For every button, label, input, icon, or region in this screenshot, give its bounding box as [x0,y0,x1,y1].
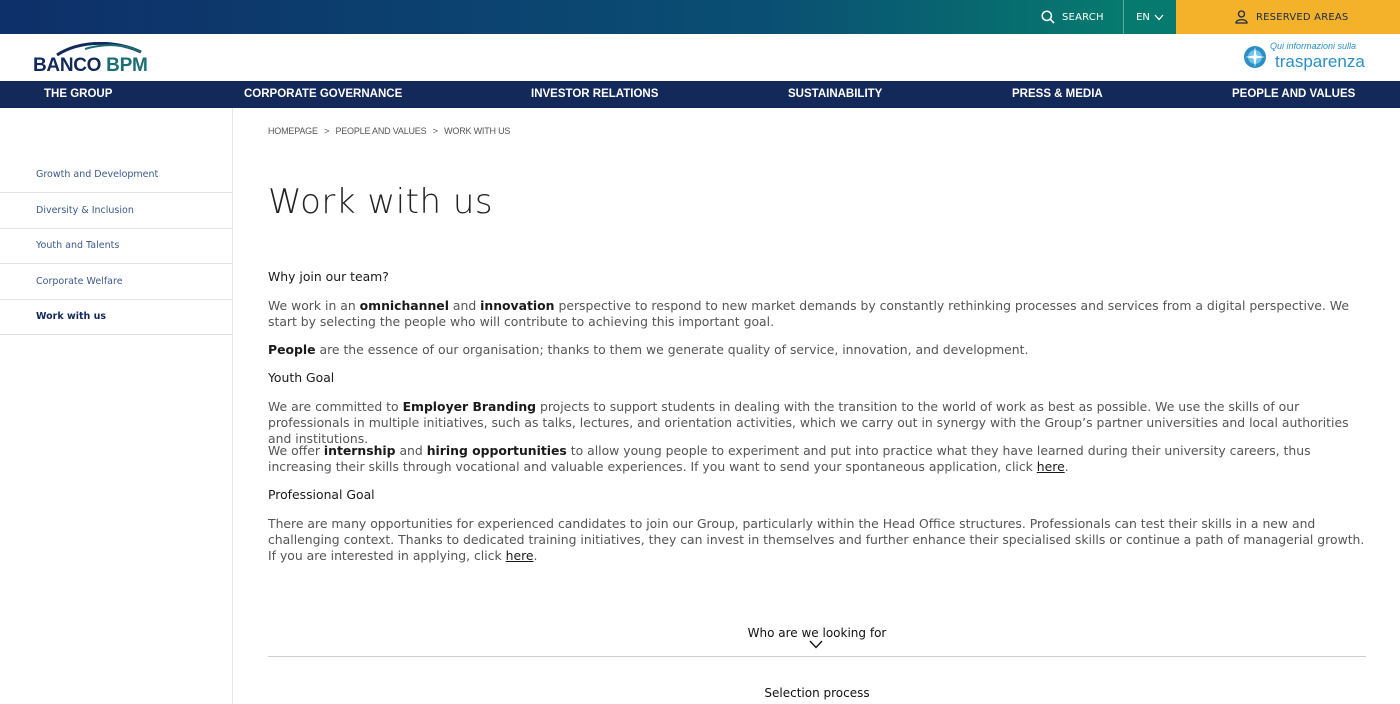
logo-swoosh-icon [55,42,143,56]
search-icon [1041,10,1055,24]
emphasis: Employer Branding [402,399,537,414]
logo-text [33,55,147,77]
text: and [395,443,427,458]
breadcrumb [268,126,514,136]
transparency-big-text: trasparenza [1275,52,1365,71]
logo-row [0,34,1400,81]
emphasis: innovation [480,298,555,313]
sidebar-item-welfare[interactable]: Corporate Welfare [0,264,233,300]
sidebar-item-work-with-us[interactable]: Work with us [0,299,233,335]
nav-corporate-governance[interactable]: CORPORATE GOVERNANCE [244,88,403,100]
accordion-selection-process[interactable]: Selection process [764,686,870,700]
text: . [1064,459,1069,474]
sidebar-item-diversity[interactable]: Diversity & Inclusion [0,193,233,229]
search-label: SEARCH [1062,11,1104,23]
breadcrumb-separator: > [432,126,438,136]
transparency-link[interactable] [1241,38,1371,76]
heading-why-join: Why join our team? [268,269,389,284]
paragraph-5 [268,516,1368,564]
banco-bpm-logo[interactable] [33,42,153,74]
text: We offer [268,443,324,458]
search-button[interactable] [1031,0,1123,34]
breadcrumb-people-and-values[interactable]: PEOPLE AND VALUES [335,126,427,136]
text: There are many opportunities for experienced candidates to join our Group, particularly within the Head Office structures. Professionals can test their skills in a new and challenging context. Thanks to dedicated training initiatives, they can invest in themselves and further enhance their specialised skills or continue a path of managerial growth. If you are interested in applying, click [268,516,1365,563]
main-navigation [0,81,1400,108]
nav-the-group[interactable]: THE GROUP [44,88,113,100]
reserved-areas-label: RESERVED AREAS [1256,11,1349,23]
text: perspective to respond to new market demands by constantly rethinking processes and services from a digital perspective. We start by selecting the people who will contribute to achieving this important goal. [268,298,1349,329]
top-bar [0,0,1400,34]
nav-investor-relations[interactable]: INVESTOR RELATIONS [531,88,659,100]
paragraph-3 [268,399,1368,447]
breadcrumb-separator: > [324,126,330,136]
sidebar [0,108,233,704]
transparency-small-text: Qui informazioni sulla [1270,41,1357,51]
logo-text-banco: BANCO [33,55,107,76]
reserved-areas-button[interactable] [1176,0,1400,34]
breadcrumb-current: WORK WITH US [444,126,511,136]
paragraph-4 [268,443,1368,475]
emphasis: internship [323,443,396,458]
text: and [448,298,481,313]
chevron-down-icon[interactable] [809,640,823,649]
sidebar-item-growth[interactable]: Growth and Development [0,157,233,193]
chevron-down-icon [1154,14,1164,21]
heading-youth-goal: Youth Goal [268,370,335,385]
text: to allow young people to experiment and put into practice what they have learned during their university careers, thus increasing their skills through vocational and valuable experiences. If you want to send your spontaneous application, click [268,443,1311,474]
language-label: EN [1136,11,1150,23]
sparkle-icon [1241,42,1271,72]
nav-people-and-values[interactable]: PEOPLE AND VALUES [1232,88,1356,100]
paragraph-1 [268,298,1368,330]
emphasis: People [268,342,316,357]
nav-sustainability[interactable]: SUSTAINABILITY [788,88,883,100]
text: We are committed to [268,399,403,414]
accordion-divider [268,656,1366,657]
accordion-who-are-we-looking-for[interactable]: Who are we looking for [747,626,887,640]
user-icon [1235,10,1248,24]
page-title: Work with us [268,182,494,222]
text: are the essence of our organisation; thanks to them we generate quality of service, innovation, and development. [315,342,1029,357]
text: projects to support students in dealing with the transition to the world of work as best as possible. We use the skills of our professionals in multiple initiatives, such as talks, lectures, and orientation activities, which we carry out in synergy with the Group’s partner universities and local authorities and institutions. [268,399,1349,446]
here-link-spontaneous[interactable]: here [1036,459,1065,474]
text: We work in an [268,298,360,313]
breadcrumb-homepage[interactable]: HOMEPAGE [268,126,318,136]
logo-text-bpm: BPM [106,55,148,76]
language-selector[interactable] [1123,0,1176,34]
emphasis: hiring opportunities [426,443,567,458]
sidebar-item-youth[interactable]: Youth and Talents [0,228,233,264]
emphasis: omnichannel [359,298,449,313]
heading-professional-goal: Professional Goal [268,487,375,502]
nav-press-media[interactable]: PRESS & MEDIA [1012,88,1103,100]
here-link-professional[interactable]: here [505,548,534,563]
text: . [533,548,538,563]
paragraph-2 [268,342,1368,358]
